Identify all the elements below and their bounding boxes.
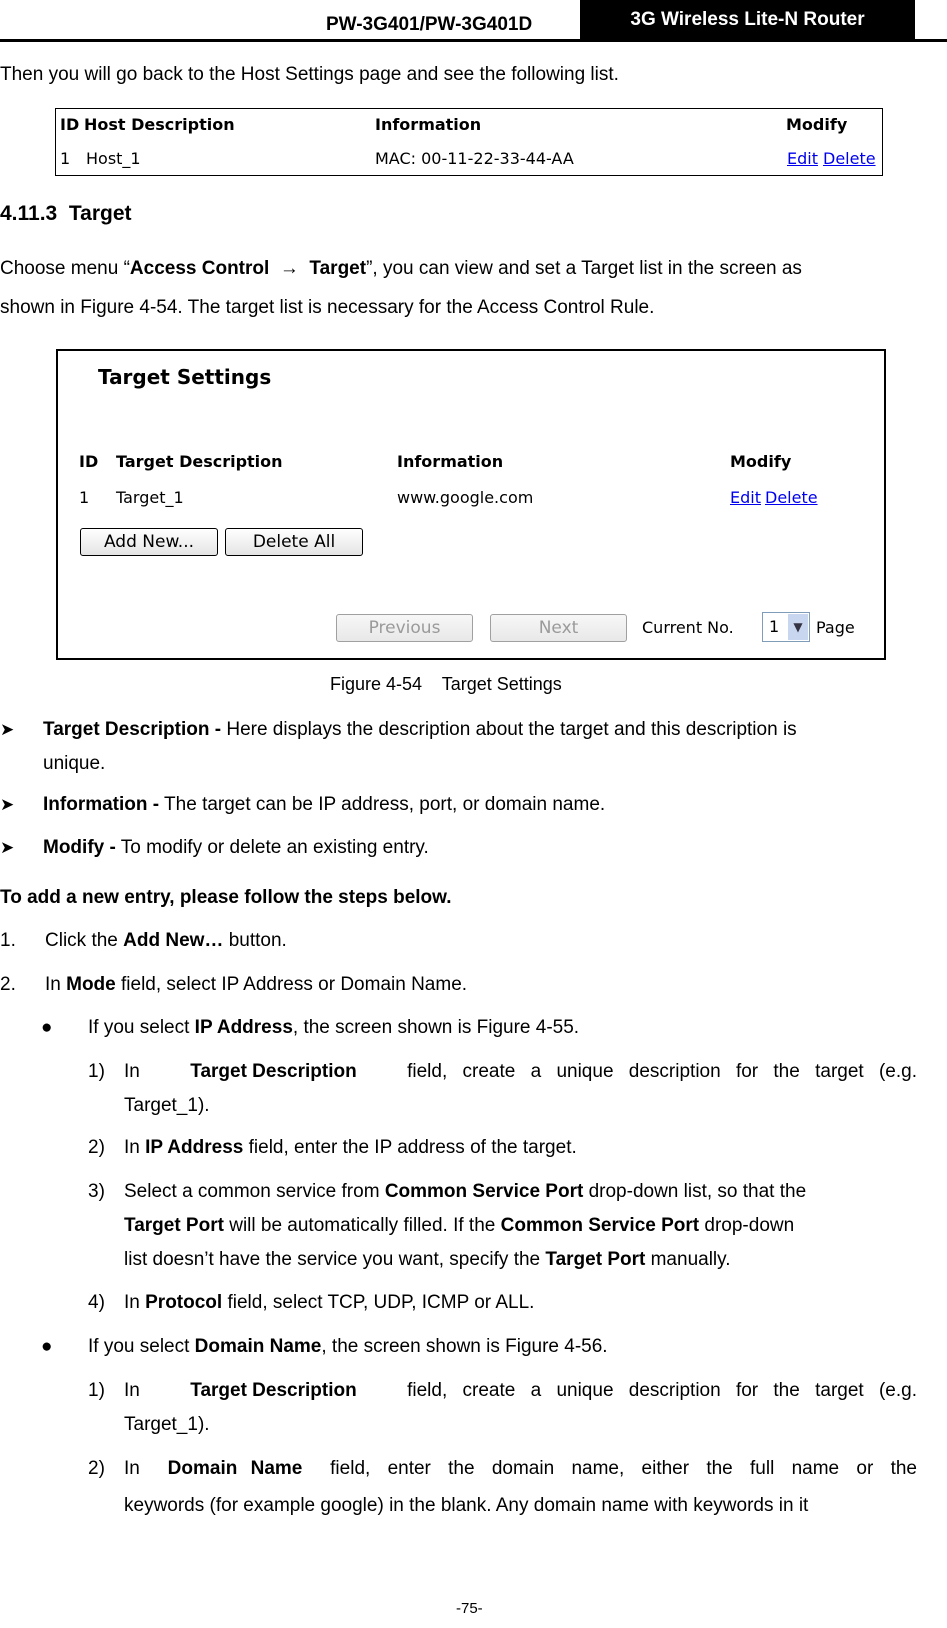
item-bold: Target Port [124, 1215, 224, 1236]
item-text: manually. [645, 1249, 731, 1270]
domain-item-2-line2: keywords (for example google) in the blank. Any domain name with keywords in it [124, 1495, 809, 1516]
item-text: field, create a unique description for the target (e.g. [407, 1061, 917, 1082]
item-text: field, select TCP, UDP, ICMP or ALL. [222, 1292, 535, 1313]
item-text: will be automatically filled. If the [223, 1215, 501, 1236]
host-col-description: Host Description [84, 115, 235, 134]
ip-branch-line [88, 1012, 579, 1044]
branch-text: , the screen shown is Figure 4-56. [321, 1336, 608, 1357]
host-list-table [55, 108, 883, 176]
domain-item-2-number: 2) [88, 1458, 105, 1479]
item-text: drop-down [699, 1215, 795, 1236]
def-term: Target Description - [43, 719, 222, 740]
def-target-description-cont: unique. [43, 753, 106, 774]
ip-item-2-number: 2) [88, 1137, 105, 1158]
section-number: 4.11.3 [0, 202, 58, 225]
domain-item-1-number: 1) [88, 1380, 105, 1401]
domain-item-1-line2: Target_1). [124, 1414, 210, 1435]
next-button[interactable]: Next [490, 614, 627, 642]
def-bullet [0, 832, 14, 864]
host-delete-link[interactable]: Delete [823, 149, 876, 168]
target-delete-link[interactable]: Delete [765, 488, 818, 507]
item-text: In [124, 1137, 146, 1158]
section-heading [0, 202, 132, 226]
step-2 [45, 969, 467, 1001]
current-page-select[interactable] [762, 612, 810, 642]
def-information [43, 789, 605, 821]
arrow-bullet-icon: ➤ [0, 838, 15, 857]
header-product-tab: 3G Wireless Lite-N Router [580, 0, 915, 40]
menu-target: Target [309, 258, 367, 279]
item-bold: Common Service Port [384, 1181, 584, 1202]
host-row-information: MAC: 00-11-22-33-44-AA [375, 149, 574, 168]
previous-button[interactable]: Previous [336, 614, 473, 642]
target-settings-panel [56, 349, 886, 660]
def-target-description [43, 714, 797, 746]
item-text: Select a common service from [124, 1181, 385, 1202]
item-text: field, create a unique description for the target (e.g. [407, 1380, 917, 1401]
menu-access-control: Access Control [129, 258, 270, 279]
item-text: In [124, 1380, 140, 1401]
round-bullet-icon: ● [41, 1017, 53, 1038]
def-bullet [0, 714, 14, 746]
steps-heading: To add a new entry, please follow the steps below. [0, 887, 452, 908]
host-col-information: Information [375, 115, 482, 134]
current-page-value: 1 [769, 617, 780, 636]
ip-item-4-number: 4) [88, 1292, 105, 1313]
arrow-icon: → [279, 258, 299, 279]
host-row-id: 1 [60, 149, 71, 168]
ip-item-3-number: 3) [88, 1181, 105, 1202]
current-no-label: Current No. [642, 618, 734, 637]
add-new-button[interactable]: Add New... [80, 528, 218, 556]
step-text: button. [223, 930, 287, 951]
ip-item-4 [124, 1287, 534, 1319]
round-bullet-icon: ● [41, 1336, 53, 1357]
ip-item-3-line3 [124, 1244, 731, 1276]
step-text: field, select IP Address or Domain Name. [115, 974, 468, 995]
branch-text: If you select [88, 1336, 195, 1357]
item-text: In [124, 1061, 140, 1082]
target-row-description: Target_1 [116, 488, 184, 507]
host-row-description: Host_1 [86, 149, 141, 168]
item-text: field, enter the domain name, either the full name or the [330, 1458, 917, 1479]
ip-item-1-number: 1) [88, 1061, 105, 1082]
step-2-number: 2. [0, 974, 16, 995]
branch-text: If you select [88, 1017, 195, 1038]
domain-item-2-line1 [124, 1453, 917, 1485]
page-label: Page [816, 618, 855, 637]
item-text: field, enter the IP address of the target. [243, 1137, 577, 1158]
step-1 [45, 925, 287, 957]
domain-item-1-line1 [124, 1375, 917, 1407]
ip-item-1-line2: Target_1). [124, 1095, 210, 1116]
item-bold: Target Description [190, 1061, 357, 1082]
section-para-line2: shown in Figure 4-54. The target list is necessary for the Access Control Rule. [0, 297, 655, 318]
step-bold: Add New… [123, 930, 224, 951]
item-bold: Domain Name [167, 1458, 303, 1479]
arrow-bullet-icon: ➤ [0, 720, 15, 739]
section-para-line1 [0, 253, 802, 285]
para-text: ”, you can view and set a Target list in the screen as [366, 258, 802, 279]
def-bullet [0, 789, 14, 821]
delete-all-button[interactable]: Delete All [225, 528, 363, 556]
ip-item-3-line1 [124, 1176, 806, 1208]
header-model: PW-3G401/PW-3G401D [326, 14, 533, 35]
target-col-id: ID [79, 452, 99, 471]
domain-branch-line [88, 1331, 608, 1363]
ip-item-3-line2 [124, 1210, 794, 1242]
branch-text: , the screen shown is Figure 4-55. [292, 1017, 580, 1038]
host-col-id: ID [60, 115, 80, 134]
panel-title: Target Settings [98, 365, 272, 389]
branch-bold: Domain Name [194, 1336, 322, 1357]
target-col-modify: Modify [730, 452, 792, 471]
para-text: Choose menu “ [0, 258, 130, 279]
def-text: To modify or delete an existing entry. [115, 837, 429, 858]
section-title: Target [68, 202, 132, 225]
def-text: Here displays the description about the target and this description is [221, 719, 797, 740]
figure-caption: Figure 4-54 Target Settings [330, 674, 562, 694]
target-col-information: Information [397, 452, 504, 471]
step-text: In [45, 974, 67, 995]
def-text: The target can be IP address, port, or domain name. [159, 794, 606, 815]
item-bold: Target Port [545, 1249, 646, 1270]
target-edit-link[interactable]: Edit [730, 488, 761, 507]
chevron-down-icon[interactable]: ▼ [788, 614, 808, 640]
step-1-number: 1. [0, 930, 16, 951]
item-text: drop-down list, so that the [583, 1181, 807, 1202]
item-text: In [124, 1458, 140, 1479]
branch-bold: IP Address [194, 1017, 293, 1038]
header-rule [0, 39, 947, 42]
target-row-id: 1 [79, 488, 90, 507]
target-col-description: Target Description [116, 452, 283, 471]
item-text: In [124, 1292, 146, 1313]
host-col-modify: Modify [786, 115, 848, 134]
item-text: list doesn’t have the service you want, specify the [124, 1249, 546, 1270]
target-row-information: www.google.com [397, 488, 534, 507]
ip-item-2 [124, 1132, 577, 1164]
def-term: Modify - [43, 837, 116, 858]
host-edit-link[interactable]: Edit [787, 149, 818, 168]
item-bold: Target Description [190, 1380, 357, 1401]
step-bold: Mode [66, 974, 116, 995]
intro-text: Then you will go back to the Host Settings page and see the following list. [0, 64, 619, 85]
page-number: -75- [456, 1600, 483, 1617]
def-term: Information - [43, 794, 160, 815]
step-text: Click the [45, 930, 124, 951]
item-bold: IP Address [145, 1137, 244, 1158]
def-modify [43, 832, 429, 864]
item-bold: Common Service Port [500, 1215, 700, 1236]
arrow-bullet-icon: ➤ [0, 795, 15, 814]
item-bold: Protocol [145, 1292, 223, 1313]
ip-item-1-line1 [124, 1056, 917, 1088]
